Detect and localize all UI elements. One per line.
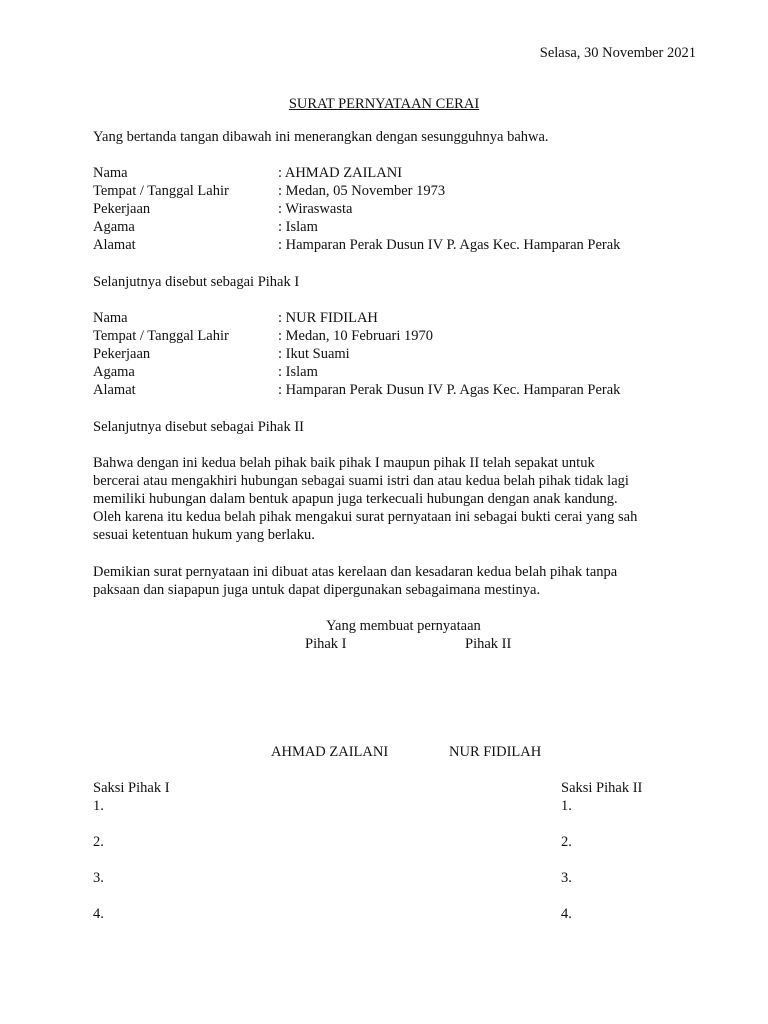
party1-name: AHMAD ZAILANI bbox=[271, 744, 389, 760]
witness-number: 4. bbox=[561, 906, 572, 922]
signature-heading: Yang membuat pernyataan bbox=[326, 618, 481, 634]
field-label: Agama bbox=[93, 219, 135, 235]
witness-title: Saksi Pihak I bbox=[93, 780, 170, 796]
field-label: Alamat bbox=[93, 382, 136, 398]
agreement-paragraph bbox=[93, 454, 693, 544]
field-label: Alamat bbox=[93, 237, 136, 253]
field-label: Pekerjaan bbox=[93, 346, 151, 362]
identity-row bbox=[93, 363, 620, 381]
field-value: : Medan, 05 November 1973 bbox=[278, 183, 446, 199]
field-value: : Ikut Suami bbox=[278, 346, 350, 362]
field-value: : NUR FIDILAH bbox=[278, 310, 378, 326]
identity-row bbox=[93, 381, 620, 399]
paragraph-line: bercerai atau mengakhiri hubungan sebagai suami istri dan atau kedua belah pihak tidak lagi bbox=[93, 473, 629, 489]
identity-row bbox=[93, 164, 620, 182]
paragraph-line: Demikian surat pernyataan ini dibuat atas kerelaan dan kesadaran kedua belah pihak tanpa bbox=[93, 564, 618, 580]
witness-title: Saksi Pihak II bbox=[561, 780, 643, 796]
party2-label: Pihak II bbox=[465, 636, 512, 652]
field-label: Tempat / Tanggal Lahir bbox=[93, 183, 229, 199]
field-label: Pekerjaan bbox=[93, 201, 151, 217]
witness-number: 3. bbox=[561, 870, 572, 886]
party1-label: Pihak I bbox=[305, 636, 347, 652]
field-label: Nama bbox=[93, 310, 128, 326]
paragraph-line: sesuai ketentuan hukum yang berlaku. bbox=[93, 527, 315, 543]
identity-row bbox=[93, 200, 620, 218]
field-label: Tempat / Tanggal Lahir bbox=[93, 328, 229, 344]
paragraph-line: Oleh karena itu kedua belah pihak mengakui surat pernyataan ini sebagai bukti cerai yang sah bbox=[93, 509, 638, 525]
closing-paragraph bbox=[93, 563, 693, 599]
pihak1-note: Selanjutnya disebut sebagai Pihak I bbox=[93, 274, 300, 290]
identity-row bbox=[93, 309, 620, 327]
witness-number: 2. bbox=[561, 834, 572, 850]
identity-row bbox=[93, 218, 620, 236]
identity-row bbox=[93, 327, 620, 345]
identity-row bbox=[93, 236, 620, 254]
paragraph-line: memiliki hubungan dalam bentuk apapun juga terkecuali hubungan dengan anak kandung. bbox=[93, 491, 618, 507]
witness-left bbox=[93, 779, 170, 923]
witness-number: 3. bbox=[93, 870, 104, 886]
intro-text: Yang bertanda tangan dibawah ini menerangkan dengan sesungguhnya bahwa. bbox=[93, 129, 549, 145]
document-title: SURAT PERNYATAAN CERAI bbox=[288, 96, 480, 112]
field-label: Nama bbox=[93, 165, 128, 181]
letter-date: Selasa, 30 November 2021 bbox=[539, 45, 696, 61]
witness-right bbox=[561, 779, 642, 923]
paragraph-line: paksaan dan siapapun juga untuk dapat dipergunakan sebagaimana mestinya. bbox=[93, 582, 541, 598]
identity-row bbox=[93, 182, 620, 200]
pihak1-identity bbox=[93, 164, 620, 254]
pihak2-note: Selanjutnya disebut sebagai Pihak II bbox=[93, 419, 305, 435]
field-value: : Islam bbox=[278, 364, 318, 380]
witness-number: 4. bbox=[93, 906, 104, 922]
field-value: : Hamparan Perak Dusun IV P. Agas Kec. Hamparan Perak bbox=[278, 237, 621, 253]
paragraph-line: Bahwa dengan ini kedua belah pihak baik pihak I maupun pihak II telah sepakat untuk bbox=[93, 455, 595, 471]
field-label: Agama bbox=[93, 364, 135, 380]
witness-number: 1. bbox=[561, 798, 572, 814]
field-value: : AHMAD ZAILANI bbox=[278, 165, 403, 181]
witness-number: 1. bbox=[93, 798, 104, 814]
field-value: : Wiraswasta bbox=[278, 201, 353, 217]
field-value: : Islam bbox=[278, 219, 318, 235]
field-value: : Hamparan Perak Dusun IV P. Agas Kec. Hamparan Perak bbox=[278, 382, 621, 398]
witness-number: 2. bbox=[93, 834, 104, 850]
field-value: : Medan, 10 Februari 1970 bbox=[278, 328, 434, 344]
identity-row bbox=[93, 345, 620, 363]
pihak2-identity bbox=[93, 309, 620, 399]
party2-name: NUR FIDILAH bbox=[449, 744, 542, 760]
